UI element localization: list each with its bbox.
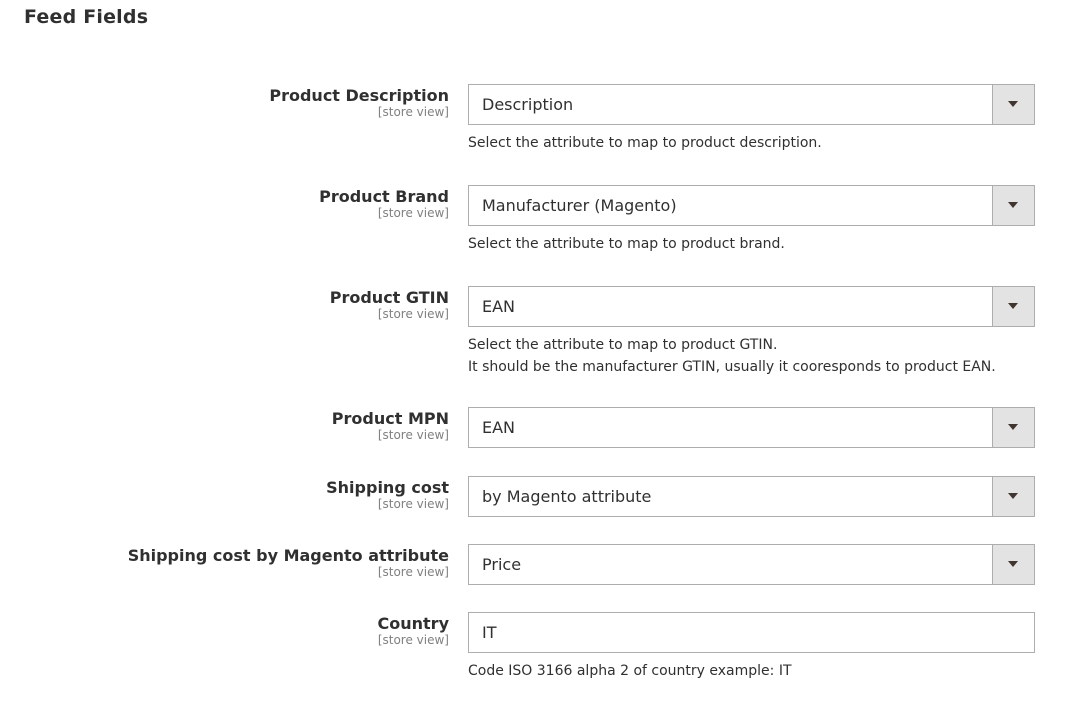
- select-value: Manufacturer (Magento): [482, 196, 677, 215]
- field-scope: [store view]: [377, 565, 449, 579]
- select-value: EAN: [482, 418, 516, 437]
- field-note-line: Select the attribute to map to product description.: [468, 135, 822, 151]
- dropdown-button[interactable]: [992, 477, 1034, 516]
- field-note: [468, 660, 792, 682]
- field-scope: [store view]: [377, 497, 449, 511]
- product-brand-select[interactable]: [468, 185, 1035, 226]
- dropdown-button[interactable]: [992, 85, 1034, 124]
- field-label: Product GTIN: [329, 288, 449, 307]
- field-label-group: [269, 86, 449, 120]
- field-note: [468, 132, 822, 154]
- shipping-cost-attribute-select[interactable]: [468, 544, 1035, 585]
- field-label-group: [330, 288, 449, 322]
- field-label: Product Brand: [319, 187, 449, 206]
- shipping-cost-select[interactable]: [468, 476, 1035, 517]
- field-label-group: [128, 546, 449, 580]
- field-note-line: Select the attribute to map to product brand.: [468, 236, 785, 252]
- chevron-down-icon: [1008, 561, 1018, 567]
- select-value: Price: [482, 555, 522, 574]
- product-gtin-select[interactable]: [468, 286, 1035, 327]
- select-value: Description: [482, 95, 574, 114]
- field-note-line: Select the attribute to map to product GTIN.: [468, 337, 778, 353]
- country-input[interactable]: [468, 612, 1035, 653]
- dropdown-button[interactable]: [992, 186, 1034, 225]
- field-label-group: [332, 409, 449, 443]
- chevron-down-icon: [1008, 101, 1018, 107]
- field-scope: [store view]: [377, 633, 449, 647]
- select-value: by Magento attribute: [482, 487, 652, 506]
- input-value: IT: [482, 623, 497, 642]
- chevron-down-icon: [1008, 303, 1018, 309]
- product-mpn-select[interactable]: [468, 407, 1035, 448]
- field-label-group: [326, 478, 449, 512]
- field-note-line: Code ISO 3166 alpha 2 of country example: IT: [468, 663, 792, 679]
- field-label-group: [378, 614, 449, 648]
- field-note: [468, 334, 996, 378]
- product-description-select[interactable]: [468, 84, 1035, 125]
- field-scope: [store view]: [377, 428, 449, 442]
- select-value: EAN: [482, 297, 516, 316]
- field-label: Shipping cost by Magento attribute: [127, 546, 449, 565]
- field-scope: [store view]: [377, 105, 449, 119]
- section-title: Feed Fields: [24, 6, 149, 28]
- chevron-down-icon: [1008, 493, 1018, 499]
- field-scope: [store view]: [377, 307, 449, 321]
- chevron-down-icon: [1008, 202, 1018, 208]
- field-label: Country: [377, 614, 449, 633]
- dropdown-button[interactable]: [992, 287, 1034, 326]
- field-label: Product MPN: [331, 409, 449, 428]
- field-label-group: [319, 187, 449, 221]
- field-note-line: It should be the manufacturer GTIN, usually it cooresponds to product EAN.: [468, 359, 996, 375]
- dropdown-button[interactable]: [992, 408, 1034, 447]
- chevron-down-icon: [1008, 424, 1018, 430]
- field-label: Shipping cost: [326, 478, 449, 497]
- field-note: [468, 233, 785, 255]
- field-label: Product Description: [269, 86, 449, 105]
- dropdown-button[interactable]: [992, 545, 1034, 584]
- field-scope: [store view]: [377, 206, 449, 220]
